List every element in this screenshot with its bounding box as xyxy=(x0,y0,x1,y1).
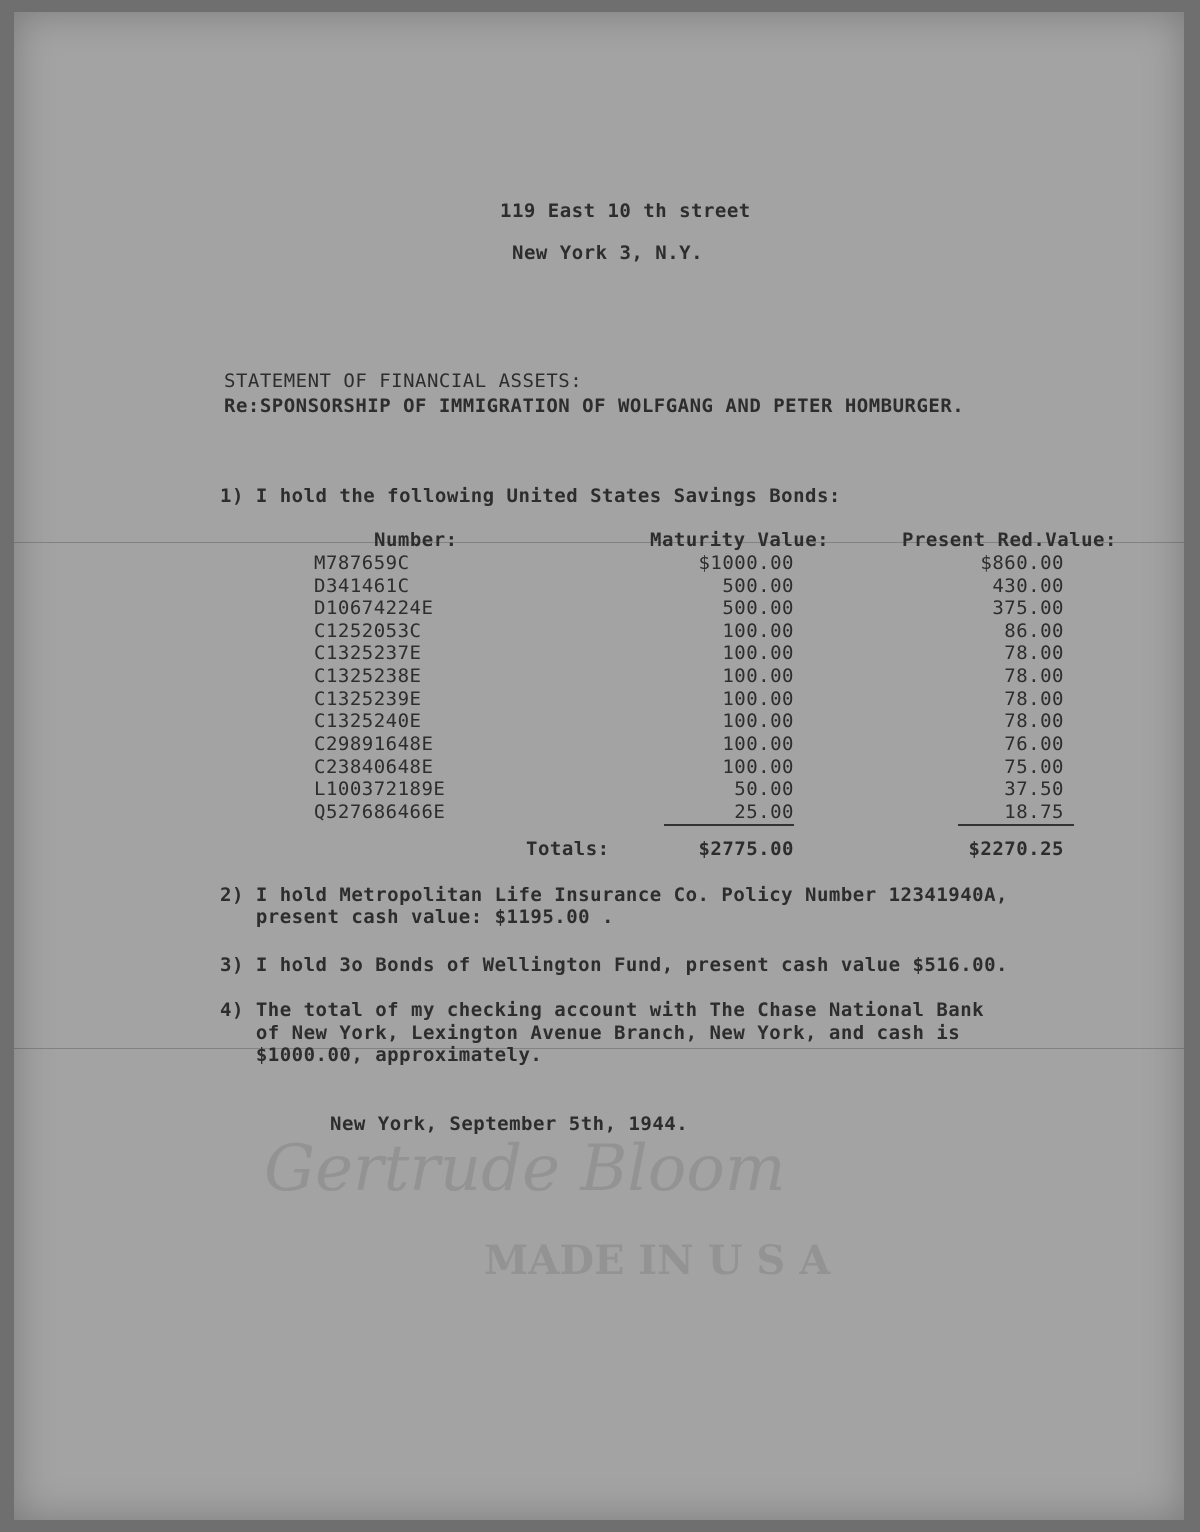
header-number: Number: xyxy=(374,529,458,551)
bond-present: 75.00 xyxy=(1004,756,1064,778)
bond-number: Q527686466E xyxy=(314,801,446,823)
statement-subject: Re:SPONSORSHIP OF IMMIGRATION OF WOLFGANG AND PETER HOMBURGER. xyxy=(224,395,965,417)
address-line-2: New York 3, N.Y. xyxy=(512,242,704,264)
maturity-total-rule xyxy=(664,824,794,826)
bond-number: L100372189E xyxy=(314,778,446,800)
bond-present: 86.00 xyxy=(1004,620,1064,642)
item-4-line-2: of New York, Lexington Avenue Branch, New York, and cash is xyxy=(220,1022,961,1044)
bond-maturity: $1000.00 xyxy=(698,552,794,574)
header-present-value: Present Red.Value: xyxy=(902,529,1117,551)
bond-maturity: 100.00 xyxy=(722,733,794,755)
bond-present: 375.00 xyxy=(992,597,1064,619)
total-present-value: $2270.25 xyxy=(968,838,1064,860)
bond-number: M787659C xyxy=(314,552,410,574)
bond-present: 18.75 xyxy=(1004,801,1064,823)
totals-label: Totals: xyxy=(526,838,610,860)
bond-maturity: 100.00 xyxy=(722,665,794,687)
bond-number: D341461C xyxy=(314,575,410,597)
bond-number: C23840648E xyxy=(314,756,434,778)
bond-present: 430.00 xyxy=(992,575,1064,597)
bond-present: 78.00 xyxy=(1004,710,1064,732)
bond-maturity: 25.00 xyxy=(734,801,794,823)
bleed-through-mark: MADE IN U S A xyxy=(484,1237,831,1284)
bond-number: C1252053C xyxy=(314,620,422,642)
present-total-rule xyxy=(958,824,1074,826)
paper-fold xyxy=(14,1048,1184,1049)
bond-maturity: 100.00 xyxy=(722,620,794,642)
item-1-intro: 1) I hold the following United States Savings Bonds: xyxy=(220,485,841,507)
bond-present: 76.00 xyxy=(1004,733,1064,755)
bleed-through-signature: Gertrude Bloom xyxy=(264,1132,786,1206)
bond-maturity: 100.00 xyxy=(722,642,794,664)
document-page xyxy=(14,12,1184,1520)
bond-maturity: 500.00 xyxy=(722,597,794,619)
item-4-line-3: $1000.00, approximately. xyxy=(220,1044,543,1066)
header-maturity-value: Maturity Value: xyxy=(650,529,830,551)
bond-number: C1325240E xyxy=(314,710,422,732)
bond-maturity: 100.00 xyxy=(722,756,794,778)
bond-present: 78.00 xyxy=(1004,688,1064,710)
bond-maturity: 100.00 xyxy=(722,710,794,732)
bond-number: C1325237E xyxy=(314,642,422,664)
total-maturity-value: $2775.00 xyxy=(698,838,794,860)
item-2-line-1: 2) I hold Metropolitan Life Insurance Co. Policy Number 12341940A, xyxy=(220,884,1008,906)
item-2-line-2: present cash value: $1195.00 . xyxy=(220,906,614,928)
bond-present: 78.00 xyxy=(1004,665,1064,687)
bond-maturity: 50.00 xyxy=(734,778,794,800)
bond-present: $860.00 xyxy=(980,552,1064,574)
bond-present: 78.00 xyxy=(1004,642,1064,664)
bond-maturity: 500.00 xyxy=(722,575,794,597)
bond-present: 37.50 xyxy=(1004,778,1064,800)
bond-maturity: 100.00 xyxy=(722,688,794,710)
item-4-line-1: 4) The total of my checking account with The Chase National Bank xyxy=(220,999,985,1021)
bond-number: D10674224E xyxy=(314,597,434,619)
bond-number: C1325238E xyxy=(314,665,422,687)
bond-number: C1325239E xyxy=(314,688,422,710)
address-line-1: 119 East 10 th street xyxy=(500,200,751,222)
statement-title: STATEMENT OF FINANCIAL ASSETS: xyxy=(224,370,583,392)
item-3-line-1: 3) I hold 3o Bonds of Wellington Fund, present cash value $516.00. xyxy=(220,954,1008,976)
dateline: New York, September 5th, 1944. xyxy=(330,1113,689,1135)
bond-number: C29891648E xyxy=(314,733,434,755)
